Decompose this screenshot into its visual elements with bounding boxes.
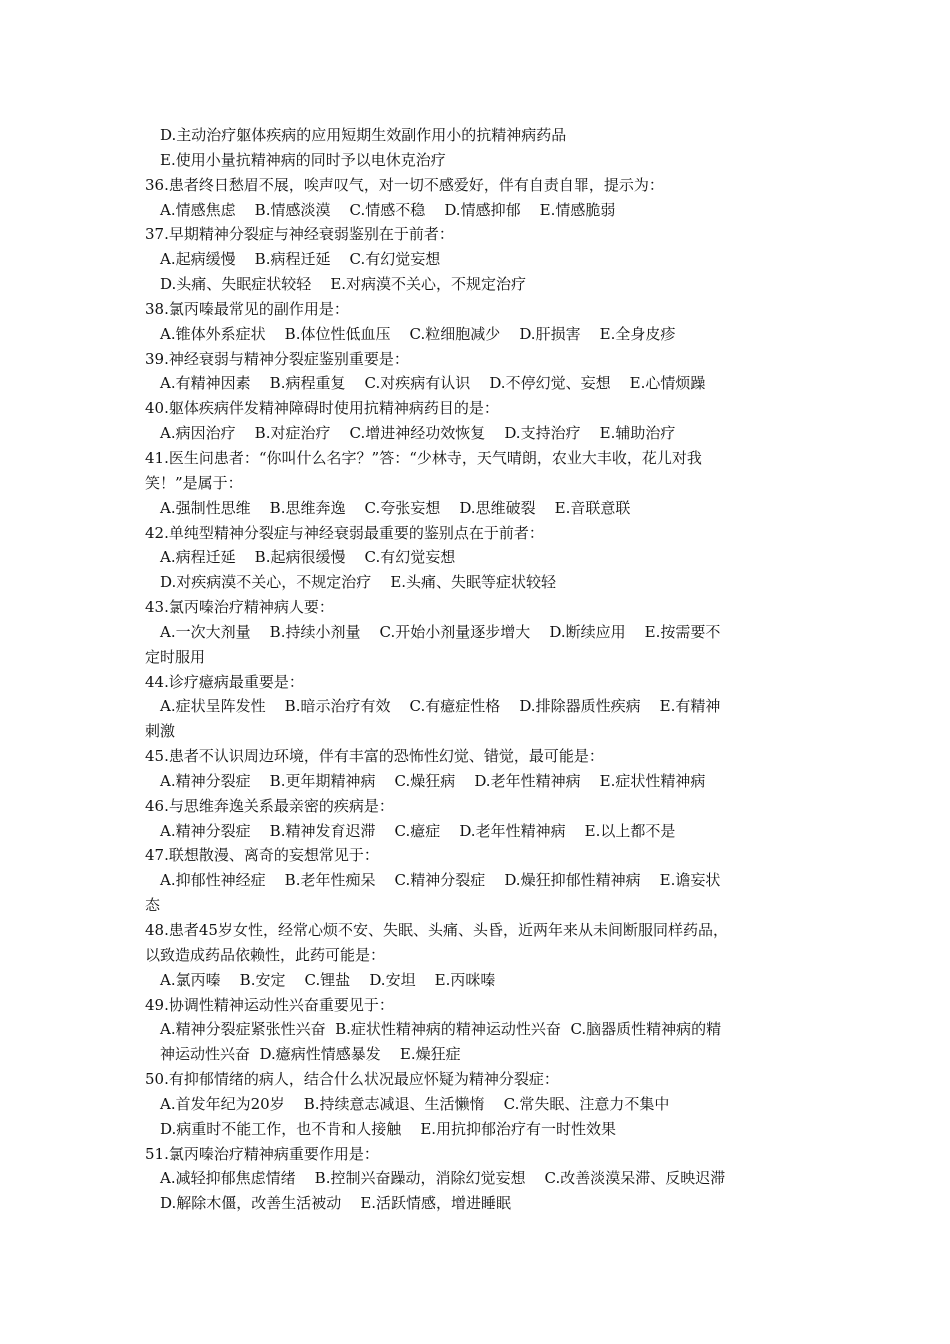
question-line: 刺激 [145, 722, 176, 741]
question-line: 43.氯丙嗪治疗精神病人要： [145, 598, 334, 617]
question-line: 39.神经衰弱与精神分裂症鉴别重要是： [145, 349, 409, 368]
option-line: A.氯丙嗪 B.安定 C.锂盐 D.安坦 E.丙咪嗪 [160, 970, 496, 989]
question-line: 51.氯丙嗪治疗精神病重要作用是： [145, 1144, 379, 1163]
question-line: 38.氯丙嗪最常见的副作用是： [145, 299, 349, 318]
option-line: E.使用小量抗精神病的同时予以电休克治疗 [160, 150, 446, 169]
question-line: 37.早期精神分裂症与神经衰弱鉴别在于前者： [145, 225, 454, 244]
option-line: A.减轻抑郁焦虑情绪 B.控制兴奋躁动，消除幻觉妄想 C.改善淡漠呆滞、反映迟滞 [160, 1169, 726, 1188]
question-line: 定时服用 [145, 647, 206, 666]
option-line: D.主动治疗躯体疾病的应用短期生效副作用小的抗精神病药品 [160, 126, 567, 144]
option-line: A.精神分裂症紧张性兴奋 B.症状性精神病的精神运动性兴奋 C.脑器质性精神病的精 [160, 1020, 722, 1039]
option-line: A.锥体外系症状 B.体位性低血压 C.粒细胞减少 D.肝损害 E.全身皮疹 [160, 324, 676, 343]
option-line: A.病程迁延 B.起病很缓慢 C.有幻觉妄想 [160, 548, 456, 567]
option-line: 神运动性兴奋 D.癔病性情感暴发 E.燥狂症 [160, 1045, 461, 1064]
question-line: 笑！”是属于： [145, 473, 243, 492]
question-line: 42.单纯型精神分裂症与神经衰弱最重要的鉴别点在于前者： [145, 523, 544, 542]
option-line: D.病重时不能工作，也不肯和人接触 E.用抗抑郁治疗有一时性效果 [160, 1119, 617, 1138]
question-line: 44.诊疗癔病最重要是： [145, 672, 304, 691]
option-line: A.强制性思维 B.思维奔逸 C.夸张妄想 D.思维破裂 E.音联意联 [160, 498, 631, 517]
question-line: 45.患者不认识周边环境，伴有丰富的恐怖性幻觉、错觉，最可能是： [145, 747, 604, 766]
question-line: 50.有抑郁情绪的病人，结合什么状况最应怀疑为精神分裂症： [145, 1070, 559, 1089]
question-list [145, 123, 810, 1216]
question-line: 47.联想散漫、离奇的妄想常见于： [145, 846, 379, 865]
question-line: 40.躯体疾病伴发精神障碍时使用抗精神病药目的是： [145, 399, 499, 418]
option-line: A.精神分裂症 B.精神发育迟滞 C.癔症 D.老年性精神病 E.以上都不是 [160, 821, 676, 840]
option-line: D.解除木僵，改善生活被动 E.活跃情感，增进睡眠 [160, 1194, 512, 1213]
question-line: 46.与思维奔逸关系最亲密的疾病是： [145, 796, 394, 815]
option-line: D.头痛、失眠症状较轻 E.对病漠不关心，不规定治疗 [160, 275, 527, 294]
option-line: A.一次大剂量 B.持续小剂量 C.开始小剂量逐步增大 D.断续应用 E.按需要不 [160, 622, 721, 641]
option-line: A.症状呈阵发性 B.暗示治疗有效 C.有癔症性格 D.排除器质性疾病 E.有精神 [160, 697, 721, 716]
question-line: 41.医生问患者：“你叫什么名字？”答：“少林寺，天气晴朗，农业大丰收，花儿对我 [145, 448, 702, 467]
option-line: A.抑郁性神经症 B.老年性痴呆 C.精神分裂症 D.燥狂抑郁性精神病 E.谵妄状 [160, 871, 721, 890]
question-line: 48.患者45岁女性，经常心烦不安、失眠、头痛、头昏，近两年来从未间断服同样药品， [145, 921, 728, 939]
option-line: A.起病缓慢 B.病程迁延 C.有幻觉妄想 [160, 250, 441, 269]
option-line: A.精神分裂症 B.更年期精神病 C.燥狂病 D.老年性精神病 E.症状性精神病 [160, 771, 706, 790]
option-line: A.首发年纪为20岁 B.持续意志减退、生活懒惰 C.常失眠、注意力不集中 [160, 1094, 670, 1113]
question-line: 以致造成药品依赖性，此药可能是： [145, 945, 386, 964]
question-line: 36.患者终日愁眉不展，唉声叹气，对一切不感爱好，伴有自责自罪，提示为： [145, 175, 664, 194]
question-line: 态 [145, 896, 161, 915]
option-line: D.对疾病漠不关心，不规定治疗 E.头痛、失眠等症状较轻 [160, 573, 557, 592]
question-line: 49.协调性精神运动性兴奋重要见于： [145, 995, 394, 1014]
option-line: A.病因治疗 B.对症治疗 C.增进神经功效恢复 D.支持治疗 E.辅助治疗 [160, 424, 676, 443]
option-line: A.情感焦虑 B.情感淡漠 C.情感不稳 D.情感抑郁 E.情感脆弱 [160, 200, 616, 219]
option-line: A.有精神因素 B.病程重复 C.对疾病有认识 D.不停幻觉、妄想 E.心情烦躁 [160, 374, 706, 393]
